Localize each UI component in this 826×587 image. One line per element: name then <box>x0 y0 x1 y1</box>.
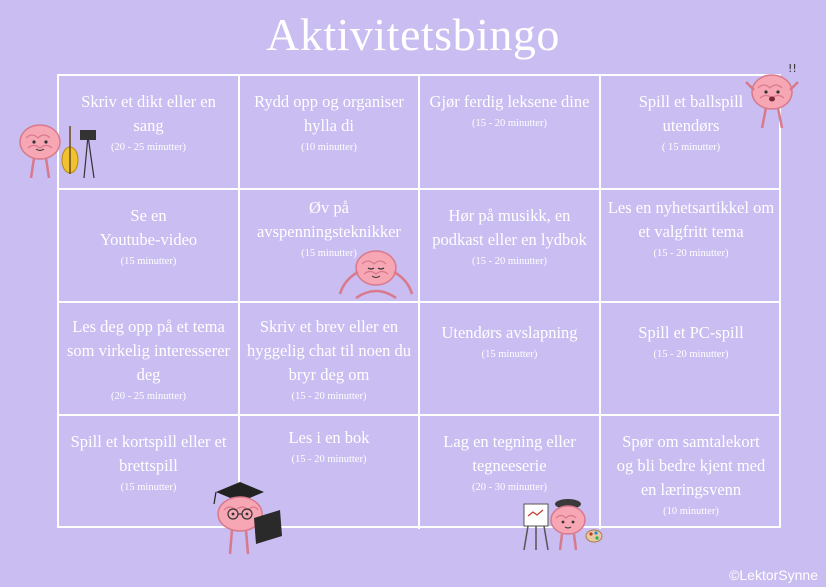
activity-duration: (15 - 20 minutter) <box>291 391 367 402</box>
activity-duration: (20 - 25 minutter) <box>111 142 186 153</box>
meditating-brain-icon <box>334 244 418 304</box>
bingo-cell <box>59 303 240 416</box>
activity-duration: (15 minutter) <box>481 349 538 360</box>
activity-text: Rydd opp og organiser hylla di <box>254 92 404 135</box>
activity-text: Spill et kortspill eller et brettspill <box>70 432 227 475</box>
author-credit: ©LektorSynne <box>729 567 818 583</box>
brain-with-cello-icon <box>10 112 102 184</box>
activity-text: Hør på musikk, en podkast eller en lydbok <box>432 206 587 249</box>
activity-duration: (15 minutter) <box>301 248 357 259</box>
activity-duration: (15 minutter) <box>120 482 177 493</box>
bingo-cell <box>601 190 781 303</box>
activity-text: Se en Youtube-video <box>99 206 198 249</box>
activity-duration: (15 - 20 minutter) <box>291 454 367 465</box>
activity-text: Lag en tegning eller tegneeserie <box>443 432 576 475</box>
bingo-cell <box>59 190 240 303</box>
bingo-cell <box>240 76 420 190</box>
bingo-cell <box>420 303 601 416</box>
bingo-cell <box>601 416 781 529</box>
bingo-cell <box>420 76 601 190</box>
activity-text: Spill et PC-spill <box>638 323 744 342</box>
activity-text: Les deg opp på et tema som virkelig interesserer deg <box>66 317 231 384</box>
painter-brain-icon <box>518 496 608 554</box>
activity-text: Skriv et dikt eller en sang <box>81 92 216 135</box>
graduate-brain-reading-icon <box>204 474 288 558</box>
activity-text: Øv på avspenningsteknikker <box>257 198 401 241</box>
activity-duration: (15 - 20 minutter) <box>653 349 729 360</box>
activity-duration: (15 minutter) <box>120 256 177 267</box>
activity-duration: (20 - 30 minutter) <box>472 482 547 493</box>
activity-text: Les i en bok <box>288 428 370 447</box>
activity-text: Utendørs avslapning <box>441 323 578 342</box>
activity-text: Spør om samtalekort og bli bedre kjent med en læringsvenn <box>616 432 766 499</box>
activity-duration: (15 - 20 minutter) <box>472 256 547 267</box>
activity-text: Spill et ballspill utendørs <box>638 92 744 135</box>
activity-duration: ( 15 minutter) <box>661 142 721 153</box>
activity-text: Gjør ferdig leksene dine <box>429 92 590 111</box>
excited-brain-icon <box>744 60 806 132</box>
activity-text: Skriv et brev eller en hyggelig chat til noen du bryr deg om <box>246 317 412 384</box>
page-title: Aktivitetsbingo <box>266 9 560 60</box>
activity-duration: (15 - 20 minutter) <box>653 248 729 259</box>
activity-text: Les en nyhetsartikkel om et valgfritt tema <box>607 198 775 241</box>
activity-duration: (10 minutter) <box>663 506 719 517</box>
activity-duration: (10 minutter) <box>301 142 357 153</box>
svg-text:!!: !! <box>788 62 797 75</box>
activity-duration: (20 - 25 minutter) <box>111 391 186 402</box>
bingo-cell <box>420 190 601 303</box>
bingo-grid <box>57 74 781 528</box>
bingo-cell <box>240 303 420 416</box>
bingo-cell <box>601 303 781 416</box>
activity-duration: (15 - 20 minutter) <box>472 118 547 129</box>
